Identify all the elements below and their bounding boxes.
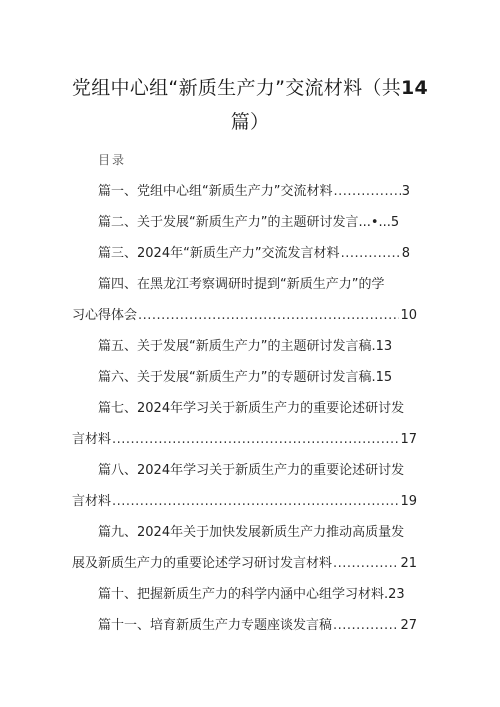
toc-entry-8[interactable] — [98, 462, 404, 480]
toc-leader-dots — [112, 493, 399, 511]
toc-entry-text: 篇三、2024年“新质生产力”交流发言材料 — [98, 246, 340, 261]
toc-entry-text: 篇六、关于发展“新质生产力”的专题研讨发言稿.15 — [98, 370, 393, 385]
toc-entry-text: 篇一、党组中心组“新质生产力”交流材料 — [98, 184, 333, 199]
toc-entry-page: 27 — [400, 618, 417, 633]
document-title — [30, 76, 470, 100]
toc-entry-text: 篇十一、培育新质生产力专题座谈发言稿 — [98, 618, 333, 633]
toc-entry-text: 篇二、关于发展“新质生产力”的主题研讨发言...•...5 — [98, 215, 400, 230]
toc-entry-text: 篇四、在黑龙江考察调研时提到“新质生产力”的学 — [98, 277, 385, 292]
toc-heading: 目录 — [98, 153, 127, 167]
toc-leader-dots — [333, 183, 400, 201]
toc-entry-text: 篇八、2024年学习关于新质生产力的重要论述研讨发 — [98, 463, 405, 478]
toc-entry-10[interactable] — [98, 586, 405, 604]
title-count: 14 — [401, 77, 429, 99]
toc-entry-5[interactable] — [98, 338, 392, 356]
toc-entry-text: 篇十、把握新质生产力的科学内涵中心组学习材料.23 — [98, 587, 405, 602]
toc-entry-page: 21 — [400, 556, 417, 571]
toc-entry-page: 19 — [400, 494, 417, 509]
toc-leader-dots — [341, 245, 401, 263]
toc-entry-text: 习心得体会 — [72, 308, 138, 323]
toc-entry-page: 17 — [400, 432, 417, 447]
toc-entry-2[interactable] — [98, 214, 399, 232]
toc-entry-page: 10 — [400, 308, 417, 323]
toc-entry-text: 言材料 — [72, 494, 112, 509]
toc-entry-4-continued[interactable] — [72, 307, 417, 325]
toc-leader-dots — [112, 431, 399, 449]
toc-entry-6[interactable] — [98, 369, 392, 387]
toc-entry-text: 篇五、关于发展“新质生产力”的主题研讨发言稿.13 — [98, 339, 393, 354]
toc-entry-9[interactable] — [98, 524, 404, 542]
document-title-continued: 篇） — [230, 111, 270, 133]
toc-entry-7[interactable] — [98, 400, 404, 418]
toc-entry-9-continued[interactable] — [72, 555, 417, 573]
toc-entry-text: 篇七、2024年学习关于新质生产力的重要论述研讨发 — [98, 401, 405, 416]
toc-entry-page: 3 — [401, 184, 410, 199]
toc-entry-text: 篇九、2024年关于加快发展新质生产力推动高质量发 — [98, 525, 405, 540]
toc-entry-1[interactable] — [98, 183, 410, 201]
toc-leader-dots — [138, 307, 399, 325]
toc-entry-4[interactable] — [98, 276, 384, 294]
toc-entry-page: 8 — [401, 246, 410, 261]
title-text: 党组中心组“新质生产力”交流材料（共 — [71, 77, 402, 99]
toc-entry-3[interactable] — [98, 245, 410, 263]
toc-entry-7-continued[interactable] — [72, 431, 417, 449]
toc-entry-11[interactable] — [98, 617, 417, 635]
toc-leader-dots — [333, 555, 399, 573]
toc-entry-8-continued[interactable] — [72, 493, 417, 511]
toc-leader-dots — [333, 617, 399, 635]
toc-entry-text: 言材料 — [72, 432, 112, 447]
toc-entry-text: 展及新质生产力的重要论述学习研讨发言材料 — [72, 556, 333, 571]
